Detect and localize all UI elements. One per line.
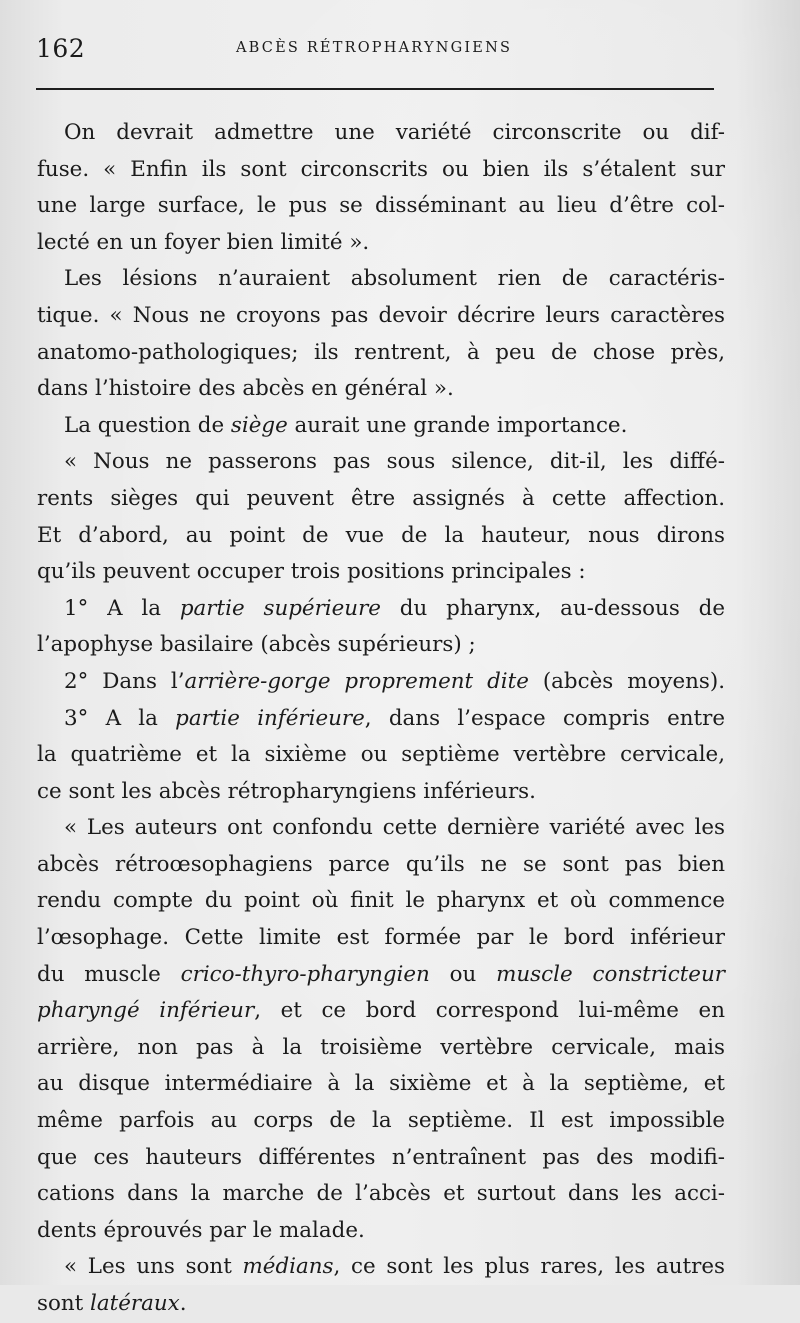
text-line [37, 591, 725, 628]
text-run: anatomo-pathologiques; ils rentrent, à peu de chose près, [37, 339, 725, 365]
text-run: cations dans la marche de l’abcès et surtout dans les acci- [37, 1181, 725, 1207]
text-line [37, 1176, 725, 1213]
text-run: que ces hauteurs différentes n’entraînent pas des modifi- [37, 1144, 725, 1170]
header-rule [36, 88, 714, 90]
text-run: , et ce bord correspond lui-même en [254, 998, 725, 1024]
text-line [37, 1103, 725, 1140]
text-run: dans l’histoire des abcès en général ». [37, 376, 454, 402]
italic-text: latéraux [90, 1291, 180, 1316]
text-run: une large surface, le pus se disséminant au lieu d’être col- [37, 193, 725, 219]
italic-text: crico-thyro-pharyngien [180, 961, 430, 987]
text-run: même parfois au corps de la septième. Il est impossible [37, 1108, 725, 1134]
text-run: tique. « Nous ne croyons pas devoir décrire leurs caractères [37, 302, 725, 328]
italic-text: partie supérieure [179, 595, 381, 621]
text-run: du pharynx, au-dessous de [380, 595, 726, 621]
italic-text: arrière-gorge proprement dite [184, 668, 529, 694]
text-run: sont [37, 1291, 91, 1316]
italic-text: siège [230, 412, 288, 438]
text-run: Et d’abord, au point de vue de la hauteur, nous dirons [37, 522, 725, 548]
text-line [37, 371, 725, 408]
text-line [37, 408, 725, 445]
text-line [37, 261, 725, 298]
text-run: , dans l’espace compris entre [364, 705, 726, 731]
text-run: . [179, 1291, 187, 1316]
text-run: Les lésions n’auraient absolument rien de caractéris- [64, 266, 725, 292]
text-line [37, 1140, 725, 1177]
text-line [37, 847, 725, 884]
text-line [37, 444, 725, 481]
text-line [37, 810, 725, 847]
text-line [37, 993, 725, 1030]
text-line [37, 481, 725, 518]
body-text [37, 115, 725, 1323]
text-line [37, 774, 725, 811]
text-run: qu’ils peuvent occuper trois positions principales : [37, 559, 586, 585]
text-run: du muscle [37, 961, 181, 987]
text-run: « Les auteurs ont confondu cette dernière variété avec les [64, 815, 725, 841]
running-title: ABCÈS RÉTROPHARYNGIENS [236, 40, 513, 56]
text-run: 1° A la [64, 595, 180, 621]
text-line [37, 335, 725, 372]
text-run: rendu compte du point où finit le pharynx et où commence [37, 888, 725, 914]
text-line [37, 920, 725, 957]
italic-text: médians [242, 1254, 334, 1280]
text-line [37, 701, 725, 738]
text-line [37, 627, 725, 664]
text-run: abcès rétroœsophagiens parce qu’ils ne se sont pas bien [37, 851, 725, 877]
page-header [36, 34, 726, 74]
text-line [37, 152, 725, 189]
text-line [37, 1286, 725, 1323]
text-run: la quatrième et la sixième ou septième vertèbre cervicale, [37, 742, 725, 768]
text-line [37, 518, 725, 555]
text-line [37, 298, 725, 335]
text-line [37, 188, 725, 225]
text-run: ce sont les abcès rétropharyngiens inférieurs. [37, 778, 536, 804]
text-run: 3° A la [64, 705, 176, 731]
text-line [37, 554, 725, 591]
text-line [37, 664, 725, 701]
italic-text: partie inférieure [175, 705, 365, 731]
page-number: 162 [36, 34, 86, 63]
text-run: dents éprouvés par le malade. [37, 1217, 365, 1243]
text-line [37, 1249, 725, 1286]
text-run: lecté en un foyer bien limité ». [37, 229, 370, 255]
text-run: (abcès moyens). [528, 668, 725, 694]
italic-text: pharyngé inférieur [37, 998, 255, 1024]
text-run: l’apophyse basilaire (abcès supérieurs) ; [37, 632, 476, 658]
text-line [37, 115, 725, 152]
text-run: fuse. « Enfin ils sont circonscrits ou bien ils s’étalent sur [37, 156, 725, 182]
text-run: « Les uns sont [64, 1254, 243, 1280]
text-line [37, 225, 725, 262]
text-line [37, 957, 725, 994]
text-line [37, 1213, 725, 1250]
text-run: La question de [64, 412, 231, 438]
text-run: « Nous ne passerons pas sous silence, dit-il, les diffé- [64, 449, 725, 475]
text-run: l’œsophage. Cette limite est formée par le bord inférieur [37, 925, 725, 951]
text-line [37, 737, 725, 774]
text-run: rents sièges qui peuvent être assignés à cette affection. [37, 485, 725, 511]
text-line [37, 1030, 725, 1067]
text-run: au disque intermédiaire à la sixième et à la septième, et [37, 1071, 725, 1097]
italic-text: muscle constricteur [496, 961, 725, 987]
text-run: , ce sont les plus rares, les autres [333, 1254, 725, 1280]
text-run: aurait une grande importance. [287, 412, 628, 438]
text-run: On devrait admettre une variété circonscrite ou dif- [64, 120, 725, 145]
text-run: 2° Dans l’ [64, 668, 185, 694]
text-line [37, 883, 725, 920]
text-run: ou [429, 961, 497, 987]
text-line [37, 1066, 725, 1103]
text-run: arrière, non pas à la troisième vertèbre cervicale, mais [37, 1034, 725, 1060]
